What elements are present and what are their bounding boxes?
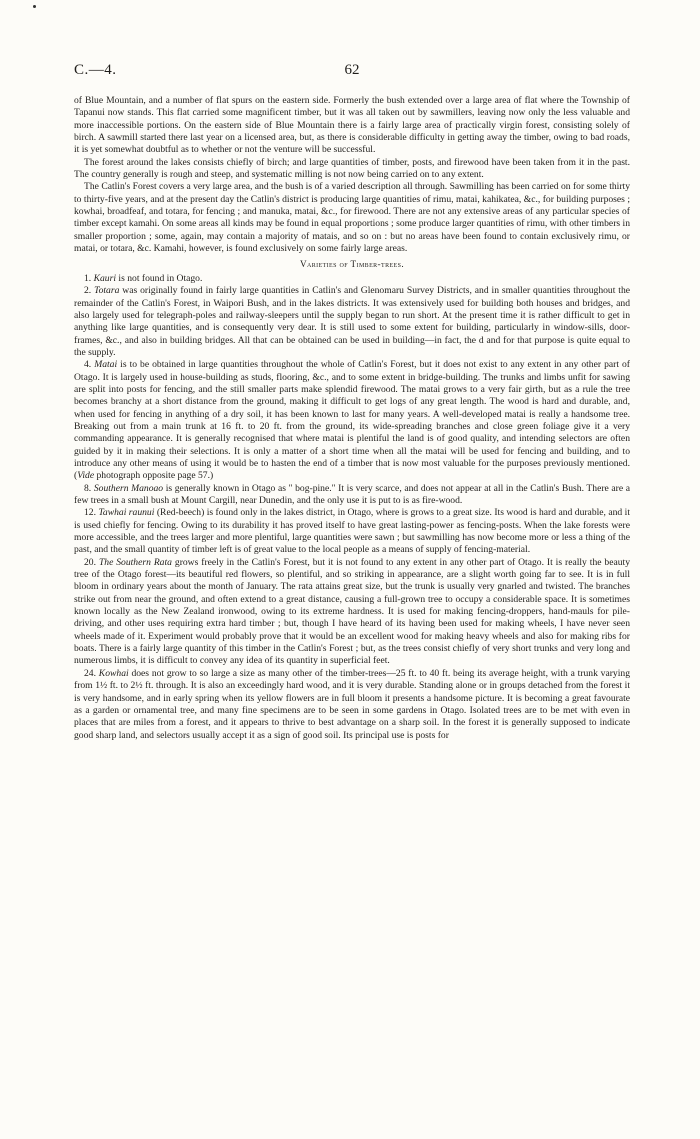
entry-matai: 4. Matai is to be obtained in large quantities throughout the whole of Catlin's Forest, but it does not exist to any extent in any other part of Otago. It is largely used in house-building as studs, flooring, &c., and to some extent in bridge-building. The trunks and limbs unfit for sawing are split into posts for fencing, and the still smaller parts make splendid firewood. The matai grows to a very fair girth, but as a rule the tree becomes branchy at a short distance from the ground, making it difficult to get logs of any great length. The wood is hard and durable, and, when used for fencing in anything of a dry soil, it has been known to last for many years. A well-developed matai is really a handsome tree. Breaking out from a main trunk at 16 ft. to 20 ft. from the ground, its wide-spreading branches and close green foliage give it a very commanding appearance. It is generally recognised that where matai is plentiful the land is of good quality, and intending selectors are often guided by it in making their selections. It is only a matter of a short time when all the matai will be used for fencing and building, and to introduce any other means of using it would be to hasten the end of a timber that is now most valuable for the purposes previously mentioned. (Vide photograph opposite page 57.) bbox=[74, 359, 630, 482]
entry-text: is generally known in Otago as " bog-pine." It is very scarce, and does not appear at all in the Catlin's Bush. There are a few trees in a small bush at Mount Cargill, near Dunedin, and the only use it is put to is as fire-wood. bbox=[74, 482, 631, 506]
entry-text: is not found in Otago. bbox=[118, 272, 203, 284]
entry-text: does not grow to so large a size as many other of the timber-trees—25 ft. to 40 ft. being its average height, with a trunk varying from 1½ ft. to 2½ ft. through. It is also an exceedingly hard wood, and it is very durable. Standing alone or in groups detached from the forest it is very handsome, and in early spring when its yellow flowers are in full bloom it presents a handsome picture. It is becoming a great favourate as a garden or ornamental tree, and many fine specimens are to be seen in some gardens in Otago. Isolated trees are to be met with even in places that are miles from a forest, and it appears to thrive to best advantage on a sharp soil. In the forest it is generally supposed to indicate good sharp land, and selectors usually accept it as a sign of good soil. Its principal use is posts for bbox=[74, 667, 630, 741]
entry-kowhai bbox=[74, 668, 630, 742]
entry-number: 24. bbox=[84, 667, 96, 679]
entry-totara bbox=[74, 285, 630, 359]
entry-text: grows freely in the Catlin's Forest, but it is not found to any extent in any other part of Otago. It is really the beauty tree of the Otago forest—its beautiful red flowers, so plentiful, and so striking in appearance, are a slight worth going far to see. It is in full bloom in ordinary years about the month of January. The rata attains great size, but the trunk is usually very gnarled and twisted. The branches strike out from near the ground, and often extend to a great distance, causing a full-grown tree to occupy a considerable space. It is sometimes known locally as the New Zealand ironwood, owing to its extreme hardness. It is used for making fencing-droppers, hand-mauls for pile-driving, and other uses requiring extra hard timber ; but, though I have heard of its having been used for making wheels, I have never seen wheels made of it. Experiment would probably prove that it would be an excellent wood for making heavy wheels and also for making ribs for boats. There is a fairly large quantity of this timber in the Catlin's Forest ; but, as the trees consist chiefly of very short trunks and very long and numerous limbs, it is difficult to convey any idea of its quantity in superficial feet. bbox=[74, 556, 631, 667]
species-name: Tawhai raunui bbox=[98, 507, 155, 519]
page-header bbox=[74, 62, 630, 80]
species-name: Kauri bbox=[93, 272, 117, 284]
entry-tawhai-raunui bbox=[74, 507, 630, 556]
section-heading: Varieties of Timber-trees. bbox=[299, 259, 405, 270]
entry-number: 20. bbox=[84, 556, 96, 568]
species-name: Kowhai bbox=[98, 667, 129, 679]
species-name: Totara bbox=[94, 285, 120, 297]
page-body bbox=[74, 95, 630, 742]
entry-number: 1. bbox=[84, 272, 92, 284]
entry-southern-rata bbox=[74, 557, 630, 668]
page-number: 62 bbox=[344, 62, 360, 78]
photo-note-label: Vide bbox=[77, 470, 95, 482]
entry-text: (Red-beech) is found only in the lakes district, in Otago, where is grows to a great size. Its wood is hard and durable, and it is used chiefly for fencing. Owing to its durability it has proved itself to have great lasting-power as fencing-posts. When the lake forests were more accessible, and the trees larger and more plentiful, large quantities were sawn ; but sawmilling has now become more or less a thing of the past, and the small quantity of timber left is of great value to the local people as a means of supply of fencing-material. bbox=[74, 507, 631, 556]
species-name: Matai bbox=[94, 359, 118, 371]
entry-text: is to be obtained in large quantities throughout the whole of Catlin's Forest, but it does not exist to any extent in any other part of Otago. It is largely used in house-building as studs, flooring, &c., and to some extent in bridge-building. The trunks and limbs unfit for sawing are split into posts for fencing, and the still smaller parts make splendid firewood. The matai grows to a very fair girth, but as a rule the tree becomes branchy at a short distance from the ground, making it difficult to get logs of any great length. The wood is hard and durable, and, when used for fencing in anything of a dry soil, it has been known to last for many years. A well-developed matai is really a handsome tree. Breaking out from a main trunk at 16 ft. to 20 ft. from the ground, its wide-spreading branches and close green foliage give it a very commanding appearance. It is generally recognised that where matai is plentiful the land is of good quality, and intending selectors are often guided by it in making their selections. It is only a matter of a short time when all the matai will be used for fencing and building, and to introduce any other means of using it would be to hasten the end of a timber that is now most valuable for the purposes previously mentioned. bbox=[74, 359, 630, 469]
entry-number: 12. bbox=[84, 507, 96, 519]
paragraph-lakes-forest: The forest around the lakes consists chiefly of birch; and large quantities of timber, posts, and firewood have been taken from it in the past. The country generally is rough and steep, and systematic milling is not now being carried on to any extent. bbox=[74, 156, 630, 181]
entry-southern-manoao bbox=[74, 483, 630, 508]
entry-number: 2. bbox=[84, 285, 92, 297]
photo-note-text: photograph opposite page 57.) bbox=[96, 470, 214, 482]
species-name: Southern Manoao bbox=[93, 482, 164, 494]
paragraph-catlins-forest: The Catlin's Forest covers a very large area, and the bush is of a varied description all through. Sawmilling has been carried on for some thirty to thirty-five years, and at the present day the Catlin's district is producing large quantities of rimu, matai, kahikatea, &c., for building purposes ; kowhai, broadfeaf, and totara, for fencing ; and manuka, matai, &c., for firewood. There are not any extensive areas of any particular species of timber except kamahi. On some areas all kinds may be found in equal proportions ; some produce larger quantities of rimu, with other timbers in smaller proportion ; some, again, may contain a majority of matais, and so on : but no areas have been found to contain exclusively rimu, or matai, or totara, &c. Kamahi, however, is found exclusively on some fairly large areas. bbox=[74, 181, 630, 255]
entry-number: 8. bbox=[84, 482, 92, 494]
species-name: The Southern Rata bbox=[98, 556, 172, 568]
paragraph-blue-mountain: of Blue Mountain, and a number of flat spurs on the eastern side. Formerly the bush extended over a large area of flat where the Township of Tapanui now stands. This flat carried some magnificent timber, but it was all taken out by sawmillers, leaving now only the less valuable and more inaccessible portions. On the eastern side of Blue Mountain there is a fairly large area of practically virgin forest, consisting solely of birch. A sawmill started there last year on a licensed area, but, as there is considerable difficulty in getting away the timber, owing to bad roads, it is yet somewhat doubtful as to whether or not the venture will be successful. bbox=[74, 95, 630, 156]
entry-number: 4. bbox=[84, 359, 92, 371]
print-speck bbox=[33, 5, 36, 8]
entry-text: was originally found in fairly large quantities in Catlin's and Glenomaru Survey Districts, and in smaller quantities throughout the remainder of the Catlin's Forest, in Waipori Bush, and in the lakes districts. It was extensively used for building both houses and bridges, and also largely used for telegraph-poles and railway-sleepers until the supply began to run short. At the present time it is rather difficult to get in anything like large quantities, and is consequently very dear. It is still used to some extent for building, particularly in window-sills, door-frames, &c., and also in building bridges. All that can be obtained can be used in building—in fact, the d and for that purpose is quite equal to the supply. bbox=[74, 285, 631, 358]
report-reference: C.—4. bbox=[74, 62, 117, 78]
entry-kauri bbox=[74, 273, 630, 285]
